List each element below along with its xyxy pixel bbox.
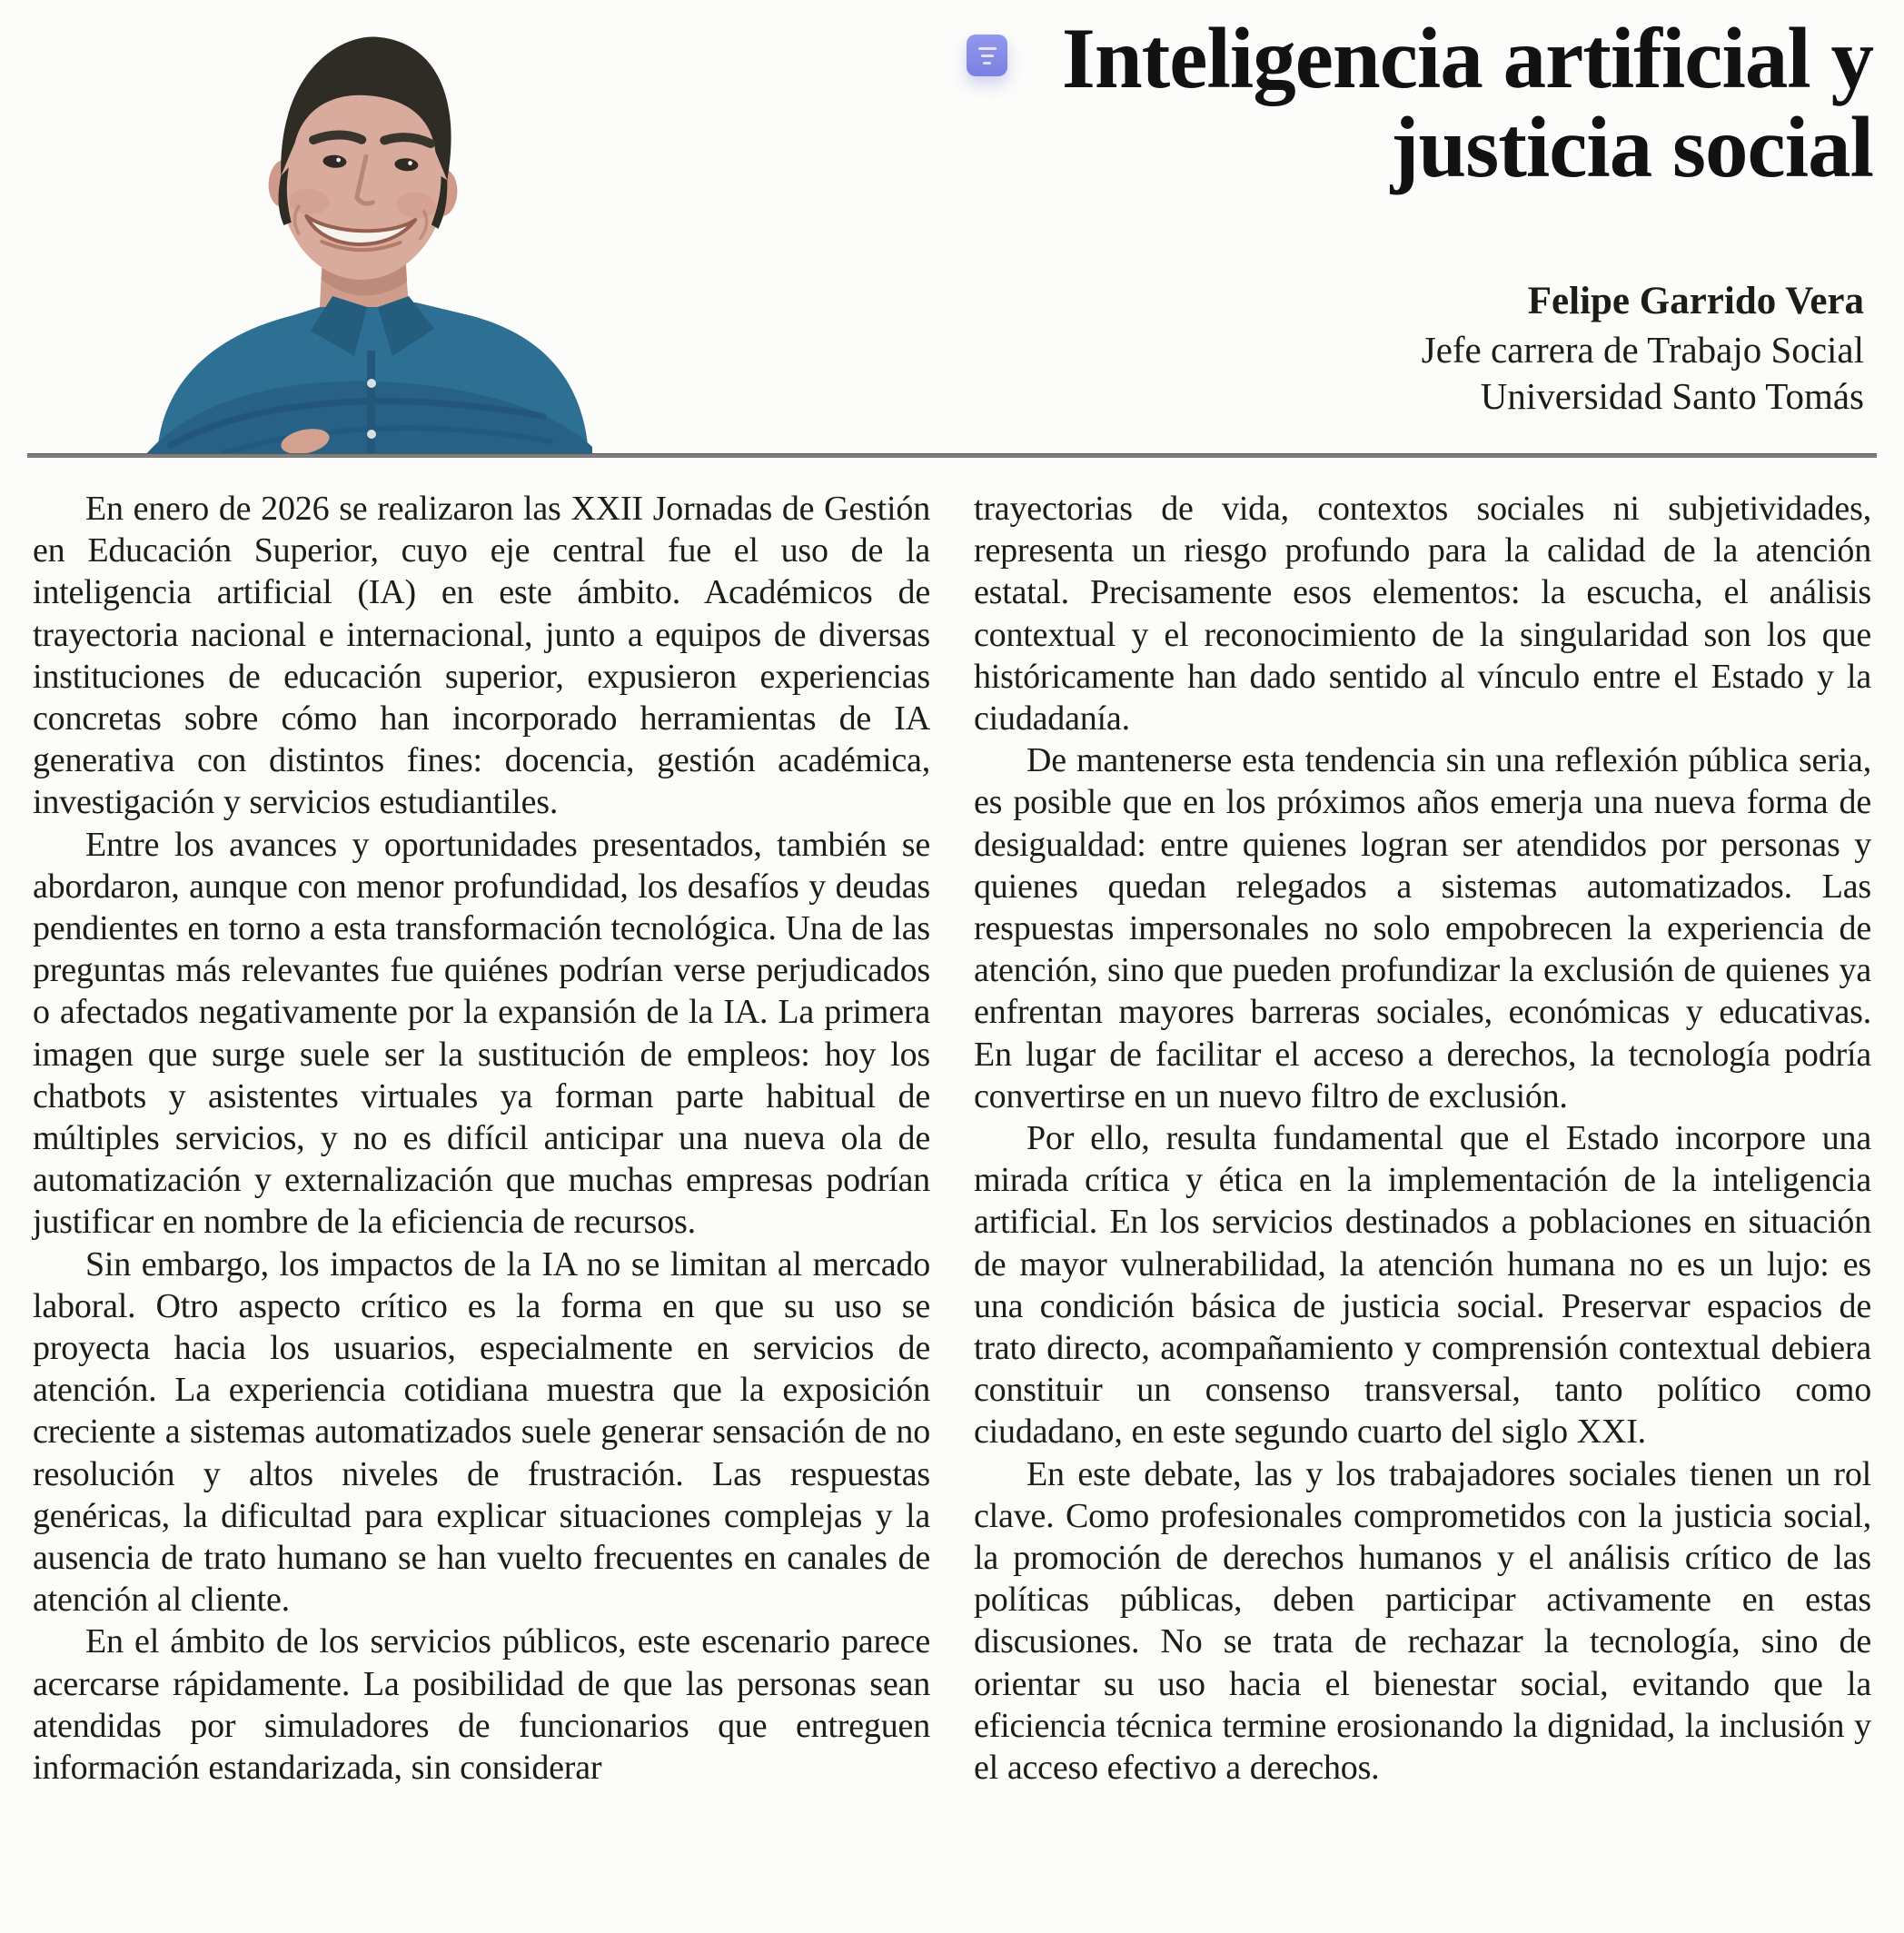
article-body xyxy=(33,488,1871,1906)
paragraph: Sin embargo, los impactos de la IA no se limitan al mercado laboral. Otro aspecto crítico es la forma en que su uso se proyecta hacia los usuarios, especialmente en servicios de atención. La experiencia cotidiana muestra que la exposición creciente a sistemas automatizados suele generar sensación de no resolución y altos niveles de frustración. Las respuestas genéricas, la dificultad para explicar situaciones complejas y la ausencia de trato humano se han vuelto frecuentes en canales de atención al cliente. xyxy=(33,1244,930,1620)
author-photo xyxy=(116,18,630,455)
column-left xyxy=(33,488,930,1906)
paragraph: En enero de 2026 se realizaron las XXII Jornadas de Gestión en Educación Superior, cuyo eje central fue el uso de la inteligencia artificial (IA) en este ámbito. Académicos de trayectoria nacional e internacional, junto a equipos de diversas instituciones de educación superior, expusieron experiencias concretas sobre cómo han incorporado herramientas de IA generativa con distintos fines: docencia, gestión académica, investigación y servicios estudiantiles. xyxy=(33,490,930,822)
paragraph: En el ámbito de los servicios públicos, este escenario parece acercarse rápidamente. La posibilidad de que las personas sean atendidas por simuladores de funcionarios que entreguen información estandarizada, sin considerar xyxy=(33,1622,930,1788)
author-institution: Universidad Santo Tomás xyxy=(1480,375,1864,417)
paragraph: De mantenerse esta tendencia sin una reflexión pública seria, es posible que en los próximos años emerja una nueva forma de desigualdad: entre quienes logran ser atendidos por personas y quienes quedan relegados a sistemas automatizados. Las respuestas impersonales no solo empobrecen la experiencia de atención, sino que pueden profundizar la exclusión de quienes ya enfrentan mayores barreras sociales, económicas y educativas. En lugar de facilitar el acceso a derechos, la tecnología podría convertirse en un nuevo filtro de exclusión. xyxy=(974,741,1871,1115)
byline xyxy=(1046,278,1864,420)
paragraph-continuation: trayectorias de vida, contextos sociales ni subjetividades, representa un riesgo profundo para la calidad de la atención estatal. Precisamente esos elementos: la escucha, el análisis contextual y el reconocimiento de la singularidad son los que históricamente han dado sentido al vínculo entre el Estado y la ciudadanía. xyxy=(974,490,1871,739)
author-role: Jefe carrera de Trabajo Social xyxy=(1421,329,1864,371)
paragraph: Entre los avances y oportunidades presentados, también se abordaron, aunque con menor profundidad, los desafíos y deudas pendientes en torno a esta transformación tecnológica. Una de las preguntas más relevantes fue quiénes podrían verse perjudicados o afectados negativamente por la expansión de la IA. La primera imagen que surge suele ser la sustitución de empleos: hoy los chatbots y asistentes virtuales ya forman parte habitual de múltiples servicios, y no es difícil anticipar una nueva ola de automatización y externalización que muchas empresas podrían justificar en nombre de la eficiencia de recursos. xyxy=(33,825,930,1242)
title-line-1: Inteligencia artificial y xyxy=(1061,10,1873,106)
portrait-illustration xyxy=(116,18,630,455)
divider-rule xyxy=(27,453,1877,458)
page-title xyxy=(747,10,1873,195)
author-name: Felipe Garrido Vera xyxy=(1527,280,1864,322)
paragraph: Por ello, resulta fundamental que el Estado incorpore una mirada crítica y ética en la implementación de la inteligencia artificial. En los servicios destinados a poblaciones en situación de mayor vulnerabilidad, la atención humana no es un lujo: es una condición básica de justicia social. Preservar espacios de trato directo, acompañamiento y comprensión contextual debiera constituir un consenso transversal, tanto político como ciudadano, en este segundo cuarto del siglo XXI. xyxy=(974,1119,1871,1452)
title-line-2: justicia social xyxy=(1390,98,1873,195)
paragraph: En este debate, las y los trabajadores sociales tienen un rol clave. Como profesionales comprometidos con la justicia social, la promoción de derechos humanos y el análisis crítico de las políticas públicas, deben participar activamente en estas discusiones. No se trata de rechazar la tecnología, sino de orientar su uso hacia el bienestar social, evitando que la eficiencia técnica termine erosionando la dignidad, la inclusión y el acceso efectivo a derechos. xyxy=(974,1454,1871,1788)
column-right xyxy=(974,488,1871,1906)
